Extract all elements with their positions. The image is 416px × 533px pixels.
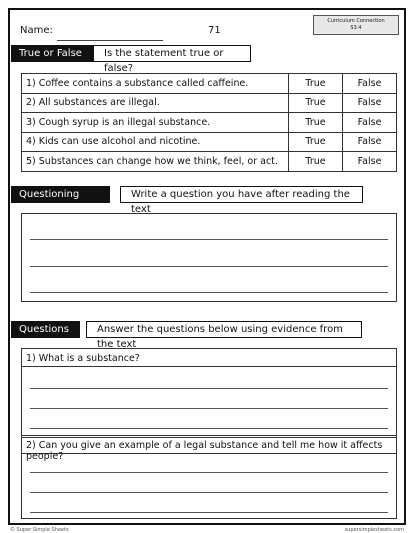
table-row — [22, 93, 397, 113]
statement-text: 3) Cough syrup is an illegal substance. — [22, 113, 289, 133]
false-option[interactable]: False — [343, 93, 397, 113]
questioning-answer-box[interactable] — [21, 213, 397, 302]
questions-tab: Questions — [11, 321, 80, 338]
table-row — [22, 113, 397, 133]
answer-line[interactable] — [30, 408, 388, 409]
true-false-tab: True or False — [11, 45, 93, 62]
footer-website[interactable]: supersimplesheets.com — [344, 527, 404, 533]
statement-text: 4) Kids can use alcohol and nicotine. — [22, 132, 289, 152]
curriculum-title: Curriculum Connection — [327, 18, 385, 24]
question-2-box — [21, 435, 397, 519]
name-label: Name: — [20, 25, 53, 36]
question-1-box — [21, 348, 397, 438]
true-option[interactable]: True — [289, 74, 343, 94]
worksheet-page — [8, 8, 406, 525]
statement-text: 1) Coffee contains a substance called caffeine. — [22, 74, 289, 94]
answer-line — [30, 239, 388, 240]
answer-line[interactable] — [30, 512, 388, 513]
name-field-line[interactable] — [57, 40, 163, 41]
questions-instruction: Answer the questions below using evidence from the text — [86, 321, 362, 338]
curriculum-code: S3.4 — [350, 25, 362, 31]
false-option[interactable]: False — [343, 152, 397, 172]
true-option[interactable]: True — [289, 113, 343, 133]
false-option[interactable]: False — [343, 74, 397, 94]
footer-copyright: © Super Simple Sheets — [10, 527, 69, 533]
page-number: 71 — [208, 25, 221, 36]
statement-text: 5) Substances can change how we think, feel, or act. — [22, 152, 289, 172]
question-1-text: 1) What is a substance? — [22, 349, 396, 367]
table-row — [22, 74, 397, 94]
answer-line[interactable] — [30, 472, 388, 473]
false-option[interactable]: False — [343, 132, 397, 152]
questioning-instruction: Write a question you have after reading the text — [120, 186, 363, 203]
answer-line[interactable] — [30, 428, 388, 429]
answer-line — [30, 266, 388, 267]
question-2-text: 2) Can you give an example of a legal substance and tell me how it affects people? — [22, 436, 396, 454]
statement-text: 2) All substances are illegal. — [22, 93, 289, 113]
questioning-tab: Questioning — [11, 186, 110, 203]
answer-line[interactable] — [30, 492, 388, 493]
true-option[interactable]: True — [289, 132, 343, 152]
true-false-instruction: Is the statement true or false? — [93, 45, 251, 62]
curriculum-connection-box — [313, 15, 399, 35]
table-row — [22, 152, 397, 172]
answer-line[interactable] — [30, 388, 388, 389]
true-option[interactable]: True — [289, 152, 343, 172]
table-row — [22, 132, 397, 152]
answer-line — [30, 292, 388, 293]
true-false-table — [21, 73, 397, 172]
false-option[interactable]: False — [343, 113, 397, 133]
true-option[interactable]: True — [289, 93, 343, 113]
